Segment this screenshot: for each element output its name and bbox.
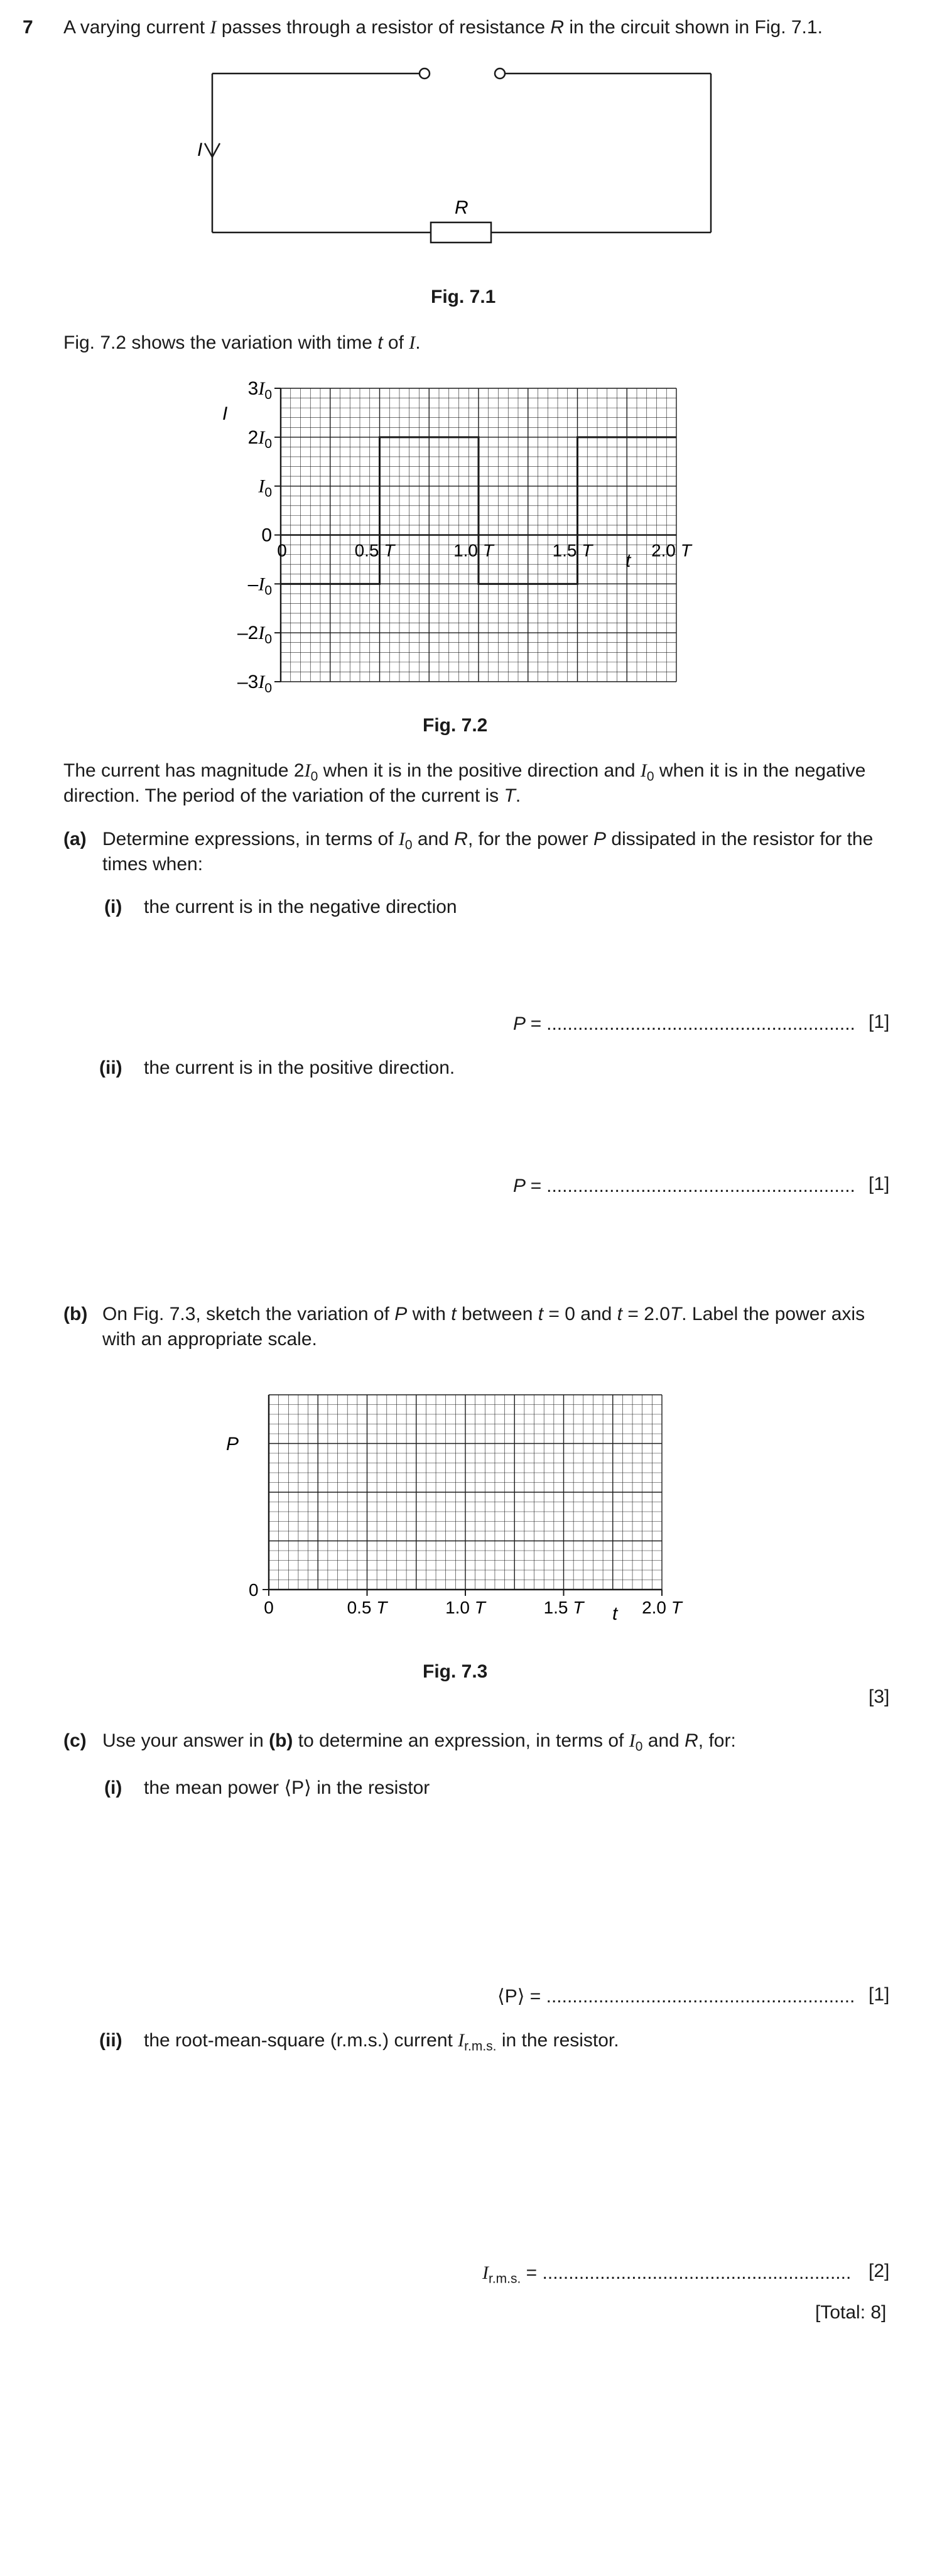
part-a-label: (a) [63, 829, 87, 849]
part-c-ii-answer-line[interactable]: $I_{r.m.s.}$ = ........................................................... [482, 2262, 852, 2286]
part-b-mark: [3] [869, 1686, 890, 1707]
fig73-graph[interactable] [207, 1382, 747, 1634]
part-c-i-text: the mean power ⟨P⟩ in the resistor [144, 1777, 430, 1798]
part-a-i-mark: [1] [869, 1012, 890, 1032]
fig72-intro: Fig. 7.2 shows the variation with time t of I. [63, 332, 421, 353]
circuit-diagram [188, 63, 728, 251]
fig73-x-tick-label: 2.0 T [642, 1598, 682, 1617]
part-c-ii-text: the root-mean-square (r.m.s.) current $I_{r.m.s.}$ in the resistor. [144, 2030, 619, 2054]
part-a-ii-mark: [1] [869, 1174, 890, 1194]
part-a-i-label: (i) [104, 897, 122, 917]
fig71-caption: Fig. 7.1 [431, 287, 496, 307]
part-a-i-answer-line[interactable]: P = ........................................................... [513, 1013, 855, 1034]
fig72-x-tick-label: 0 [277, 540, 287, 560]
part-b-text: On Fig. 7.3, sketch the variation of P with t between t = 0 and t = 2.0T. Label the power axis with an appropriate scale. [102, 1304, 865, 1350]
fig72-x-tick-label: 1.5 T [552, 540, 593, 560]
part-a-ii-text: the current is in the positive direction. [144, 1057, 455, 1078]
fig73-y-zero: 0 [249, 1580, 259, 1600]
fig72-graph [207, 377, 747, 716]
question-number: 7 [23, 17, 33, 38]
part-c-text: Use your answer in (b) to determine an expression, in terms of $I_0$ and R, for: [102, 1730, 736, 1754]
part-c-label: (c) [63, 1730, 87, 1751]
fig72-y-tick-label: 0 [261, 525, 272, 546]
question-intro: A varying current I passes through a resistor of resistance R in the circuit shown in Fig. 7.1. [63, 17, 823, 38]
fig72-y-tick-label: $-I_0$ [247, 574, 272, 598]
part-c-i-mark: [1] [869, 1984, 890, 2005]
part-a-ii-label: (ii) [99, 1057, 122, 1078]
resistor-symbol [431, 222, 491, 243]
part-b-label: (b) [63, 1304, 88, 1324]
resistor-label: R [455, 197, 468, 218]
fig72-x-tick-label: 2.0 T [651, 540, 691, 560]
part-c-i-answer-line[interactable]: ⟨P⟩ = ........................................................... [497, 1986, 855, 2007]
fig72-y-tick-label: $-2I_0$ [237, 623, 272, 647]
terminal-left [420, 68, 430, 79]
fig73-x-axis-label: t [612, 1603, 618, 1624]
fig73-x-tick-label: 0 [264, 1598, 274, 1617]
fig72-y-tick-label: $I_0$ [258, 476, 272, 500]
part-a-ii-answer-line[interactable]: P = ........................................................... [513, 1176, 855, 1196]
fig73-caption: Fig. 7.3 [423, 1661, 488, 1682]
part-c-ii-mark: [2] [869, 2261, 890, 2281]
fig72-caption: Fig. 7.2 [423, 715, 488, 736]
part-c-i-label: (i) [104, 1777, 122, 1798]
current-description: The current has magnitude $2I_0$ when it is in the positive direction and $I_0$ when it is in the negative direction. The period of the variation of the current is T. [63, 760, 866, 806]
terminal-right [495, 68, 505, 79]
fig72-y-tick-label: $3I_0$ [247, 378, 272, 402]
fig72-y-tick-label: $-3I_0$ [237, 672, 272, 696]
fig73-x-tick-label: 1.5 T [543, 1598, 584, 1617]
part-a-text: Determine expressions, in terms of $I_0$ and R, for the power P dissipated in the resistor for the times when: [102, 829, 874, 875]
part-c-ii-label: (ii) [99, 2030, 122, 2051]
fig73-x-tick-label: 1.0 T [445, 1598, 485, 1617]
current-label: I [197, 139, 203, 160]
fig72-y-tick-label: $2I_0$ [247, 427, 272, 451]
fig73-x-tick-label: 0.5 T [347, 1598, 387, 1617]
fig72-x-axis-label: t [625, 550, 631, 571]
fig72-x-tick-label: 1.0 T [453, 540, 494, 560]
part-a-i-text: the current is in the negative direction [144, 897, 457, 917]
total-marks: [Total: 8] [815, 2302, 887, 2323]
fig72-x-tick-label: 0.5 T [354, 540, 395, 560]
fig72-y-axis-label: I [222, 403, 228, 424]
fig73-y-axis-label: P [226, 1434, 239, 1454]
